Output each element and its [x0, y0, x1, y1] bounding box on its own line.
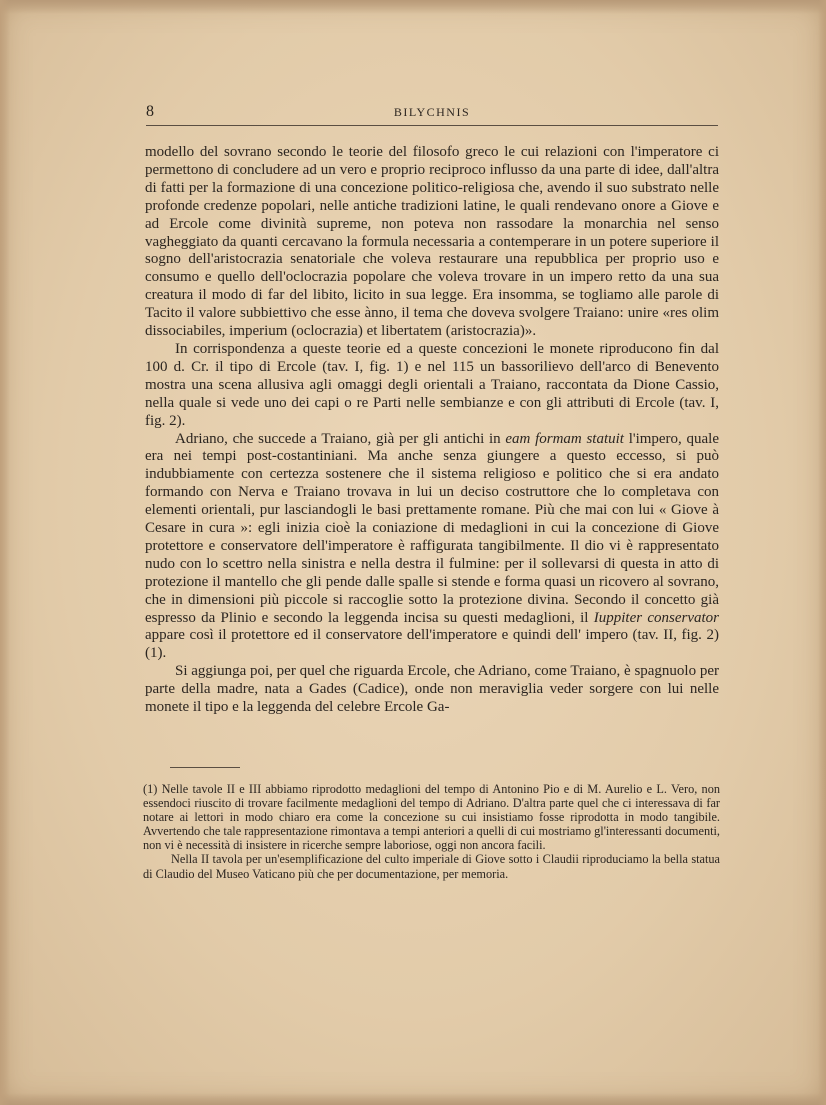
paragraph-3-part-c: appare così il protettore ed il conservatore dell'imperatore e quindi dell' impero (tav. II, fig. 2) (1). [145, 627, 719, 662]
footnotes [143, 782, 720, 881]
footnote-1: (1) Nelle tavole II e III abbiamo riprodotto medaglioni del tempo di Antonino Pio e di M. Aurelio e L. Vero, non essendoci riuscito di trovare facilmente medaglioni del tempo di Adriano. D'altra parte quel che ci interessava di far notare ai lettori in modo chiaro era come la concezione su cui insistiamo fosse riprodotta in modo tangibile. Avvertendo che tale rappresentazione rimontava a tempi anteriori a quelli di cui mostriamo gl'interessanti documenti, non vi è necessità di insistere in ricerche sempre laboriose, oggi non ancora facili. [143, 782, 720, 853]
paragraph-3-part-a: Adriano, che succede a Traiano, già per gli antichi in [175, 430, 506, 447]
main-text [145, 144, 719, 717]
page-edge-bottom [0, 1093, 826, 1105]
italic-phrase-eam-formam: eam formam statuit [505, 430, 624, 447]
italic-phrase-iuppiter: Iuppiter conservator [593, 609, 719, 626]
paragraph-1: modello del sovrano secondo le teorie del filosofo greco le cui relazioni con l'imperatore ci permettono di concludere ad un vero e proprio reciproco influsso da una parte di idee, dall'altra di fatti per la formazione di una concezione politico-religiosa che, avendo il suo substrato nelle profonde credenze popolari, nelle antiche tradizioni latine, le quali rendevano onore a Giove e ad Ercole come divinità supreme, non poteva non rassodare la monarchia nel senso vagheggiato da quanti cercavano la formula necessaria a contemperare in un potere superiore il sogno dell'aristocrazia senatoriale che voleva restaurare una repubblica per proprio uso e consumo e quello dell'oclocrazia popolare che voleva trovare in un impero retto da una sua creatura il modo di far del libito, licito in sua legge. Era insomma, se togliamo alle parole di Tacito il valore subbiettivo che esse ànno, il tema che doveva svolgere Traiano: unire «res olim dissociabiles, imperium (oclocrazia) et libertatem (aristocrazia)». [145, 144, 719, 340]
footnote-rule [170, 767, 240, 768]
page-edge-right [818, 0, 826, 1105]
page-edge-top [0, 0, 826, 14]
paragraph-3 [145, 431, 719, 664]
header-rule [146, 125, 718, 126]
page-edge-left [0, 0, 10, 1105]
footnote-2: Nella II tavola per un'esemplificazione del culto imperiale di Giove sotto i Claudii riproduciamo la bella statua di Claudio del Museo Vaticano più che per documentazione, per memoria. [143, 852, 720, 881]
paragraph-2: In corrispondenza a queste teorie ed a queste concezioni le monete riproducono fin dal 100 d. Cr. il tipo di Ercole (tav. I, fig. 1) e nel 115 un bassorilievo dell'arco di Benevento mostra una scena allusiva agli omaggi degli orientali a Traiano, raccontata da Dione Cassio, nella quale si vede uno dei capi o re Parti nelle sembianze e con gli attributi di Ercole (tav. I, fig. 2). [145, 340, 719, 429]
journal-title: BILYCHNIS [393, 105, 471, 119]
paragraph-3-part-b: l'impero, quale era nei tempi post-costantiniani. Ma anche senza giungere a questo eccesso, si può indubbiamente con certezza sostenere che il sistema religioso e politico che si era andato formando con Nerva e Traiano trovava in lui un deciso costruttore che lo completava con elementi orientali, pur lasciandogli le basi prettamente romane. Più che mai con lui « Giove à Cesare in cura »: egli inizia cioè la coniazione di medaglioni in cui la concezione di Giove protettore e conservatore dell'imperatore è raffigurata tangibilmente. Il dio vi è rappresentato nudo con lo scettro nella sinistra e nella destra il fulmine: per il sollevarsi di questa in atto di protezione il mantello che gli pende dalle spalle si stende e forma quasi un ricovero al sovrano, che in dimensioni più piccole si raccoglie sotto la protezione divina. Secondo il concetto già espresso da Plinio e secondo la leggenda incisa su questi medaglioni, il [145, 430, 720, 626]
paragraph-4: Si aggiunga poi, per quel che riguarda Ercole, che Adriano, come Traiano, è spagnuolo per parte della madre, nata a Gades (Cadice), onde non meraviglia veder sorgere con lui nelle monete il tipo e la leggenda del celebre Ercole Ga- [145, 663, 720, 716]
running-head [146, 103, 718, 123]
page-number: 8 [146, 103, 154, 120]
